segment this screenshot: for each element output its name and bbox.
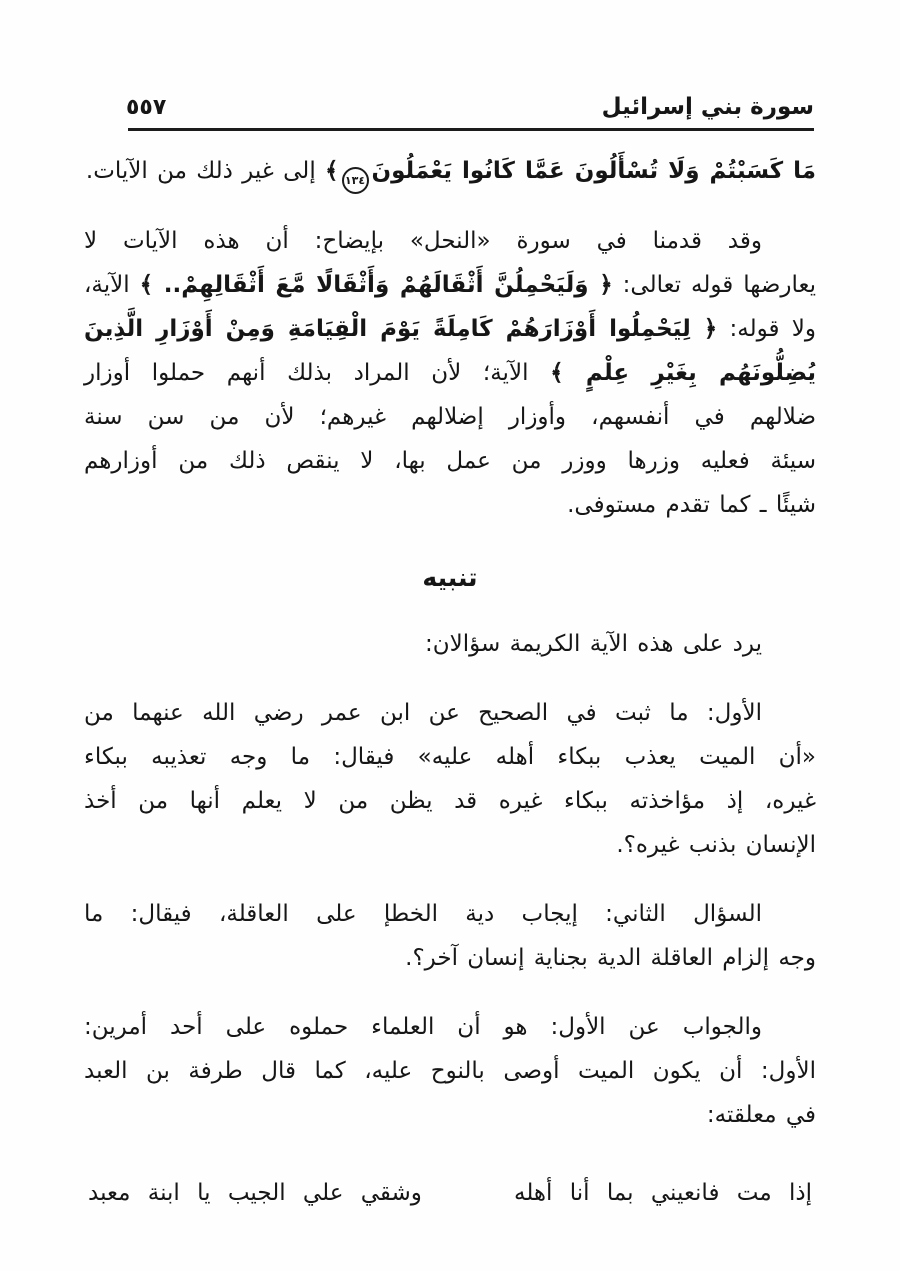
text-line: «أن الميت يعذب ببكاء أهله عليه» فيقال: ما وجه تعذيبه ببكاء [84,744,816,770]
poetry-verse [84,1171,816,1215]
text-line: وقد قدمنا في سورة «النحل» بإيضاح: أن هذه الآيات لا [84,228,762,254]
page-body [84,149,816,1215]
text-line [84,351,816,395]
paragraph-first-question [84,691,816,867]
quran-quote: ﴿ لِيَحْمِلُوا أَوْزَارَهُمْ كَامِلَةً يَوْمَ الْقِيَامَةِ وَمِنْ أَوْزَارِ الَّذِينَ [84,316,718,342]
paragraph-second-question [84,892,816,980]
text-line: غيره، إذ مؤاخذته ببكاء غيره قد يظن من لا يعلم أنها من أخذ [84,788,816,814]
text-line: ضلالهم في أنفسهم، وأوزار إضلالهم غيرهم؛ لأن من سن سنة [84,404,816,430]
text-line [84,307,816,351]
text-line: سيئة فعليه وزرها ووزر من عمل بها، لا ينقص ذلك من أوزارهم [84,448,816,474]
paragraph-quran-continuation [84,149,816,194]
page-header [84,94,816,128]
page-number: ٥٥٧ [126,95,167,120]
surah-title: سورة بني إسرائيل [601,94,814,120]
text-line: الأول: أن يكون الميت أوصى بالنوح عليه، كما قال طرفة بن العبد [84,1058,816,1084]
body-text-run: إلى غير ذلك من الآيات. [85,158,326,184]
text-line [84,149,816,194]
text-line: الأول: ما ثبت في الصحيح عن ابن عمر رضي الله عنهما من [84,700,762,726]
text-line: والجواب عن الأول: هو أن العلماء حملوه على أحد أمرين: [84,1014,762,1040]
tanbih-heading: تنبيه [422,563,478,592]
body-text-run: الآية؛ لأن المراد بذلك أنهم حملوا أوزار [84,360,551,386]
text-line: وجه إلزام العاقلة الدية بجناية إنسان آخر؟. [405,945,816,971]
text-line [84,263,816,307]
paragraph-answer-first [84,1005,816,1137]
hemistich-second: وشقي علي الجيب يا ابنة معبد [88,1180,422,1206]
text-line: السؤال الثاني: إيجاب دية الخطإ على العاقلة، فيقال: ما [84,901,762,927]
body-text-run: ولا قوله: [717,316,816,342]
hemistich-first: إذا مت فانعيني بما أنا أهله [513,1180,812,1206]
quran-quote: يُضِلُّونَهُم بِغَيْرِ عِلْمٍ ﴾ [550,360,816,386]
ayah-number-medallion: ١٣٤ [342,167,369,194]
text-line: شيئًا ـ كما تقدم مستوفى. [567,492,816,518]
paragraph-explanation [84,219,816,527]
quran-closing-bracket: ﴾ [325,158,339,184]
header-rule [128,128,814,131]
text-line: في معلقته: [706,1102,816,1128]
quran-quote: ﴿ وَلَيَحْمِلُنَّ أَثْقَالَهُمْ وَأَثْقَالًا مَّعَ أَثْقَالِهِمْ.. ﴾ [139,272,613,298]
body-text-run: الآية، [84,272,140,298]
text-line: الإنسان بذنب غيره؟. [616,832,816,858]
text-line: يرد على هذه الآية الكريمة سؤالان: [424,631,762,657]
body-text-run: يعارضها قوله تعالى: [612,272,816,298]
paragraph-intro-questions [84,622,816,666]
quran-quote: مَا كَسَبْتُمْ وَلَا تُسْأَلُونَ عَمَّا كَانُوا يَعْمَلُونَ [371,158,816,184]
